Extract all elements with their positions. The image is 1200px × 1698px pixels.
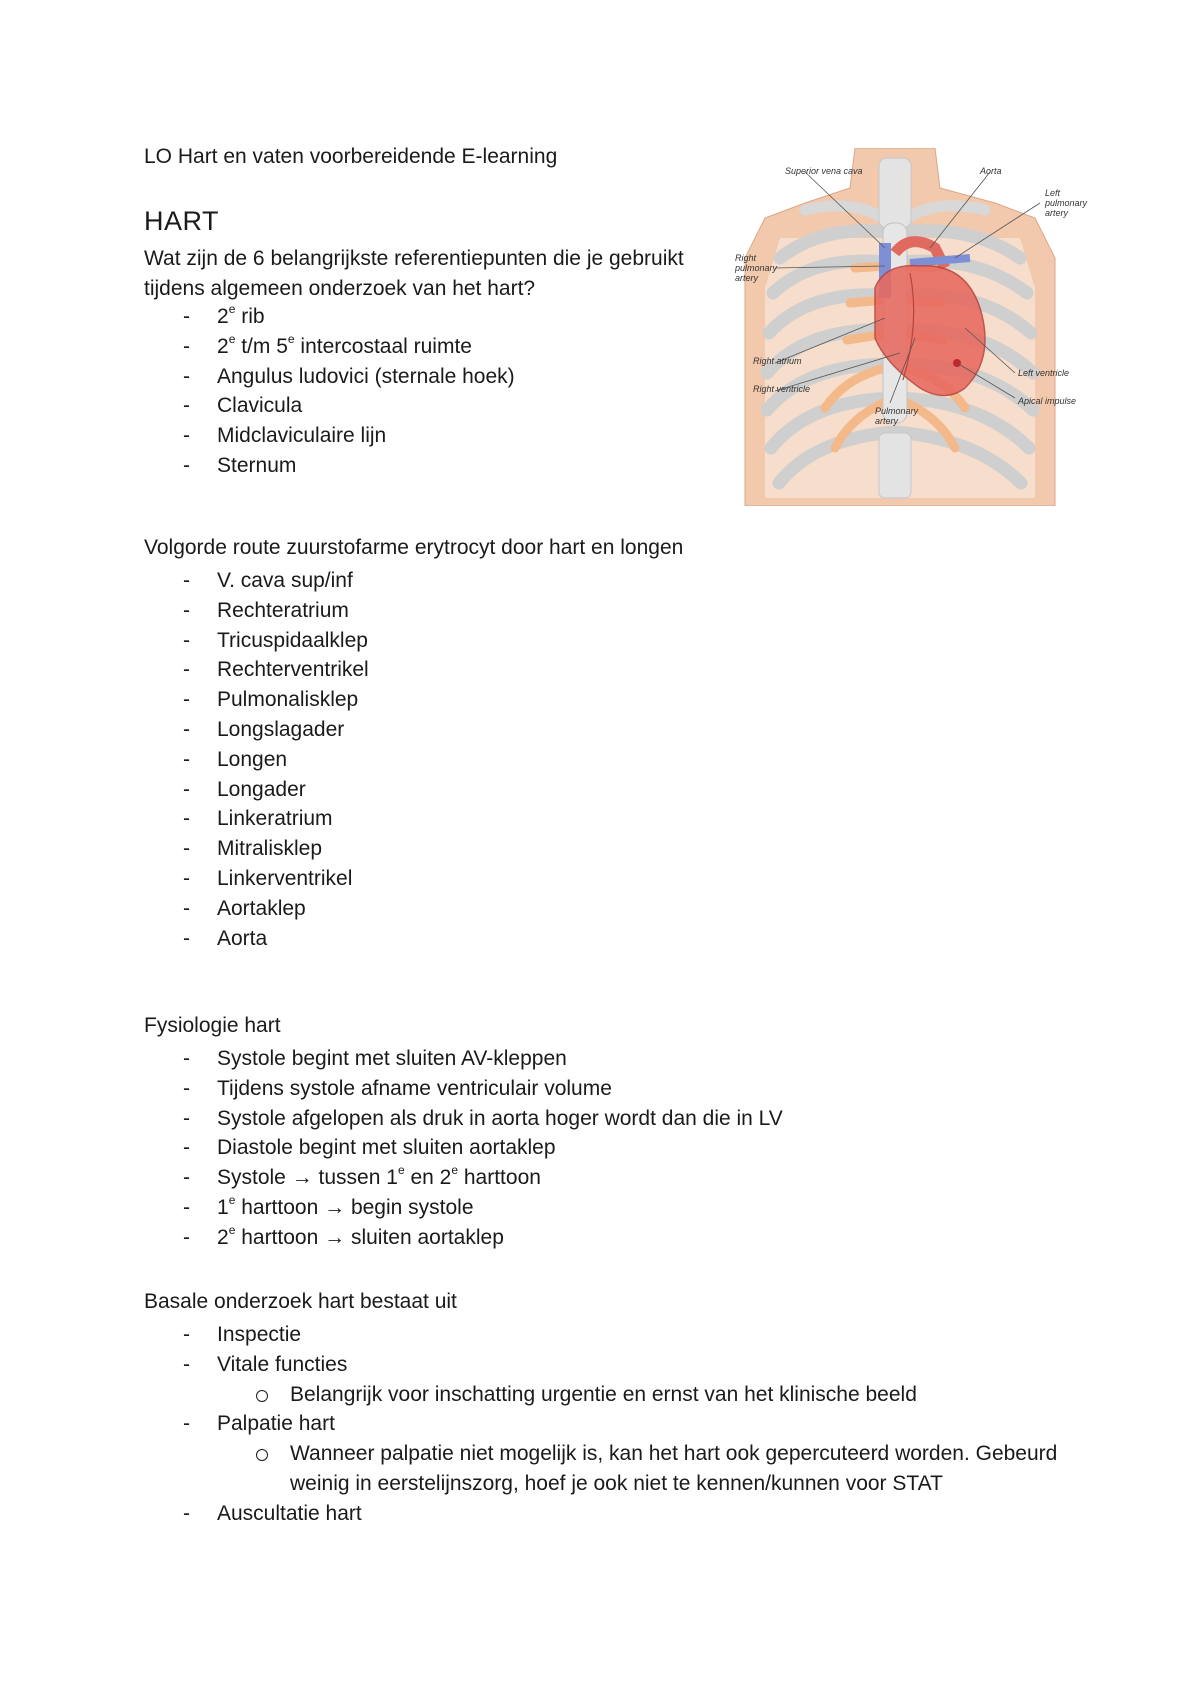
list-item bbox=[144, 1074, 783, 1104]
dash-bullet: - bbox=[183, 394, 190, 418]
arrow-right-icon: → bbox=[324, 1195, 346, 1219]
item-text: en 2 bbox=[404, 1166, 452, 1190]
item-text: 1 bbox=[217, 1195, 229, 1219]
item-text: harttoon bbox=[235, 1195, 325, 1219]
dash-bullet: - bbox=[183, 1195, 190, 1219]
list-item bbox=[144, 1044, 783, 1074]
superscript: e bbox=[287, 331, 295, 346]
item-text: Rechterventrikel bbox=[217, 658, 369, 682]
label-superior-vena-cava: Superior vena cava bbox=[785, 166, 863, 176]
dash-bullet: - bbox=[183, 1047, 190, 1070]
label-left-pulmonary-artery: Left pulmonary artery bbox=[1045, 188, 1088, 218]
list-item bbox=[144, 1133, 783, 1163]
dash-bullet: - bbox=[183, 1412, 190, 1436]
item-text: Palpatie hart bbox=[217, 1412, 335, 1436]
circle-bullet-icon bbox=[256, 1390, 268, 1402]
sub-list-item bbox=[217, 1380, 1070, 1410]
dash-bullet: - bbox=[183, 1225, 190, 1249]
dash-bullet: - bbox=[183, 1106, 190, 1130]
superscript: e bbox=[397, 1163, 405, 1178]
document-title: LO Hart en vaten voorbereidende E-learning bbox=[144, 145, 558, 168]
item-text: Systole begint met sluiten AV-kleppen bbox=[217, 1047, 567, 1070]
item-text: tussen 1 bbox=[312, 1166, 398, 1190]
list-item bbox=[144, 1499, 1070, 1529]
item-text: Rechteratrium bbox=[217, 598, 349, 622]
reference-points-list bbox=[144, 302, 515, 481]
item-text: Midclaviculaire lijn bbox=[217, 424, 387, 448]
list-item bbox=[144, 1350, 1070, 1410]
sub-list bbox=[217, 1380, 1070, 1410]
item-text: Longen bbox=[217, 747, 288, 771]
dash-bullet: - bbox=[183, 1136, 190, 1160]
sub-list bbox=[217, 1439, 1070, 1499]
item-text: Tijdens systole afname ventriculair volume bbox=[217, 1076, 612, 1100]
label-right-pulmonary-artery: Right pulmonary artery bbox=[735, 253, 778, 283]
item-text: Systole bbox=[217, 1166, 292, 1190]
label-apical-impulse: Apical impulse bbox=[1018, 396, 1077, 406]
superscript: e bbox=[451, 1163, 459, 1178]
list-item bbox=[144, 715, 369, 745]
intro-question: Wat zijn de 6 belangrijkste referentiepunten die je gebruikt tijdens algemeen onderzoek van het hart? bbox=[144, 247, 684, 300]
item-text: Linkerventrikel bbox=[217, 866, 353, 890]
list-item bbox=[144, 1193, 783, 1223]
section-title-route: Volgorde route zuurstofarme erytrocyt door hart en longen bbox=[144, 536, 684, 559]
item-text: harttoon bbox=[458, 1166, 541, 1190]
label-aorta: Aorta bbox=[980, 166, 1002, 176]
list-item bbox=[144, 566, 369, 596]
item-text: Pulmonalisklep bbox=[217, 688, 359, 712]
item-text: 2 bbox=[217, 1225, 229, 1249]
list-item bbox=[144, 745, 369, 775]
item-text: begin systole bbox=[345, 1195, 474, 1219]
item-text: rib bbox=[235, 305, 265, 328]
dash-bullet: - bbox=[183, 837, 190, 861]
list-item bbox=[144, 685, 369, 715]
list-item bbox=[144, 626, 369, 656]
dash-bullet: - bbox=[183, 1323, 190, 1346]
superscript: e bbox=[228, 331, 236, 346]
item-text: intercostaal ruimte bbox=[294, 334, 472, 358]
list-item bbox=[144, 1320, 1070, 1350]
superscript: e bbox=[228, 1192, 236, 1207]
fysiologie-list bbox=[144, 1044, 783, 1253]
list-item bbox=[144, 775, 369, 805]
label-right-ventricle: Right ventricle bbox=[753, 384, 811, 394]
dash-bullet: - bbox=[183, 364, 190, 388]
list-item bbox=[144, 596, 369, 626]
label-right-atrium: Right atrium bbox=[753, 356, 802, 366]
route-list bbox=[144, 566, 369, 953]
dash-bullet: - bbox=[183, 807, 190, 831]
section-title-fysiologie: Fysiologie hart bbox=[144, 1014, 281, 1037]
item-text: Sternum bbox=[217, 453, 297, 477]
item-text: Aorta bbox=[217, 926, 268, 950]
dash-bullet: - bbox=[183, 334, 190, 358]
dash-bullet: - bbox=[183, 777, 190, 801]
dash-bullet: - bbox=[183, 747, 190, 771]
chest-anatomy-illustration bbox=[735, 148, 1190, 506]
item-text: t/m 5 bbox=[235, 334, 288, 358]
dash-bullet: - bbox=[183, 424, 190, 448]
item-text: Linkeratrium bbox=[217, 807, 333, 831]
label-left-ventricle: Left ventricle bbox=[1018, 368, 1070, 378]
section-heading-hart: HART bbox=[144, 206, 220, 236]
dash-bullet: - bbox=[183, 1501, 190, 1525]
dash-bullet: - bbox=[183, 453, 190, 477]
arrow-right-icon: → bbox=[291, 1166, 313, 1190]
list-item bbox=[144, 391, 515, 421]
item-text: Clavicula bbox=[217, 394, 303, 418]
item-text: Auscultatie hart bbox=[217, 1501, 362, 1525]
item-text: Systole afgelopen als druk in aorta hoger wordt dan die in LV bbox=[217, 1106, 783, 1130]
dash-bullet: - bbox=[183, 688, 190, 712]
list-item bbox=[144, 804, 369, 834]
item-text: Tricuspidaalklep bbox=[217, 628, 368, 652]
list-item bbox=[144, 834, 369, 864]
list-item bbox=[144, 362, 515, 392]
dash-bullet: - bbox=[183, 896, 190, 920]
item-text: Angulus ludovici (sternale hoek) bbox=[217, 364, 515, 388]
dash-bullet: - bbox=[183, 628, 190, 652]
list-item bbox=[144, 421, 515, 451]
list-item bbox=[144, 451, 515, 481]
section-title-basale-onderzoek: Basale onderzoek hart bestaat uit bbox=[144, 1290, 457, 1313]
item-text: harttoon bbox=[235, 1225, 325, 1249]
list-item bbox=[144, 332, 515, 362]
basale-onderzoek-list bbox=[144, 1320, 1070, 1529]
item-text: sluiten aortaklep bbox=[345, 1225, 504, 1249]
item-text: Longader bbox=[217, 777, 306, 801]
dash-bullet: - bbox=[183, 1166, 190, 1190]
list-item bbox=[144, 1223, 783, 1253]
list-item bbox=[144, 302, 515, 332]
item-text: Inspectie bbox=[217, 1323, 302, 1346]
dash-bullet: - bbox=[183, 305, 190, 328]
dash-bullet: - bbox=[183, 1076, 190, 1100]
label-pulmonary-artery: Pulmonary artery bbox=[875, 406, 919, 426]
dash-bullet: - bbox=[183, 598, 190, 622]
chest-anatomy-figure bbox=[735, 148, 1190, 506]
sub-item-text: Belangrijk voor inschatting urgentie en ernst van het klinische beeld bbox=[290, 1382, 917, 1406]
item-text: 2 bbox=[217, 334, 229, 358]
arrow-right-icon: → bbox=[324, 1225, 346, 1249]
list-item bbox=[144, 1163, 783, 1193]
item-text: 2 bbox=[217, 305, 229, 328]
dash-bullet: - bbox=[183, 569, 190, 592]
superscript: e bbox=[228, 302, 236, 316]
dash-bullet: - bbox=[183, 717, 190, 741]
dash-bullet: - bbox=[183, 866, 190, 890]
list-item bbox=[144, 894, 369, 924]
dash-bullet: - bbox=[183, 1352, 190, 1376]
superscript: e bbox=[228, 1222, 236, 1237]
dash-bullet: - bbox=[183, 658, 190, 682]
sub-item-text: Wanneer palpatie niet mogelijk is, kan het hart ook gepercuteerd worden. Gebeurd weinig in eerstelijnszorg, hoef je ook niet te kennen/kunnen voor STAT bbox=[290, 1442, 1058, 1495]
list-item bbox=[144, 864, 369, 894]
list-item bbox=[144, 924, 369, 954]
list-item bbox=[144, 655, 369, 685]
list-item bbox=[144, 1409, 1070, 1498]
item-text: Aortaklep bbox=[217, 896, 306, 920]
sub-list-item bbox=[217, 1439, 1070, 1499]
item-text: Mitralisklep bbox=[217, 837, 323, 861]
list-item bbox=[144, 1104, 783, 1134]
dash-bullet: - bbox=[183, 926, 190, 950]
circle-bullet-icon bbox=[256, 1449, 268, 1461]
item-text: Vitale functies bbox=[217, 1352, 348, 1376]
item-text: Longslagader bbox=[217, 717, 345, 741]
item-text: Diastole begint met sluiten aortaklep bbox=[217, 1136, 556, 1160]
item-text: V. cava sup/inf bbox=[217, 569, 353, 592]
